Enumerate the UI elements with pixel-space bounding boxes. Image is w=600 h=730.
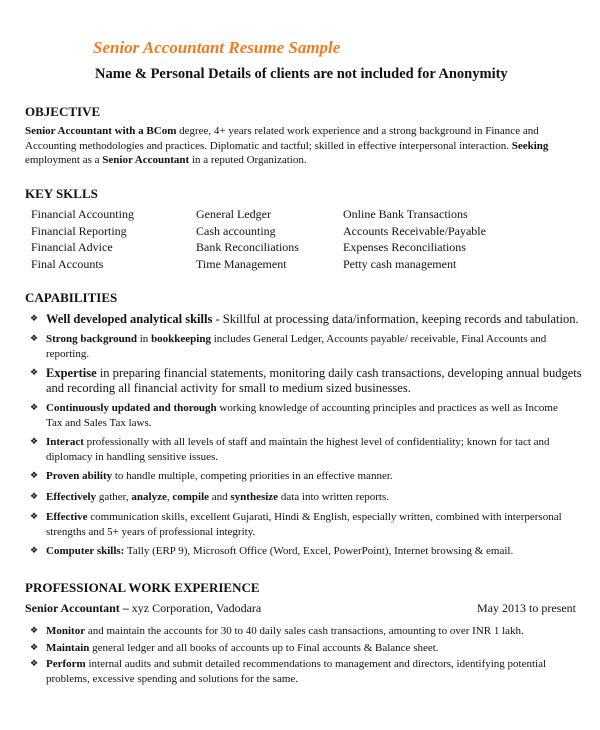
- bullet-icon: ❖: [30, 491, 39, 502]
- bullet-icon: ❖: [30, 659, 39, 669]
- bullet-icon: ❖: [30, 437, 39, 447]
- skill-item: Financial Accounting: [31, 207, 134, 221]
- objective-l2-text: Accounting methodologies and practices. Diplomatic and tactful; skilled in effective interpersonal interaction.: [25, 139, 512, 152]
- objective-l1-text: degree, 4+ years related work experience and a strong background in Finance and: [176, 125, 539, 137]
- skill-item: Accounts Receivable/Payable: [343, 223, 486, 238]
- list-item: ❖ Expertise in preparing financial statements, monitoring daily cash transactions, developing annual budgets and recording all financial activity for small to medium sized businesses.: [30, 366, 582, 395]
- skill-item: Time Management: [196, 256, 287, 271]
- experience-list: [30, 624, 575, 686]
- skill-item: Expenses Reconciliations: [343, 240, 466, 254]
- skills-column-2: [196, 206, 299, 272]
- objective-l3-text: employment as a: [25, 154, 103, 166]
- objective-paragraph: [25, 124, 570, 168]
- skills-column-1: [31, 206, 134, 272]
- list-item: ❖ Computer skills: Tally (ERP 9), Microsoft Office (Word, Excel, PowerPoint), Internet browsing & email.: [30, 545, 514, 557]
- capabilities-list: [30, 312, 582, 559]
- skills-column-3: [343, 206, 486, 272]
- list-item: ❖ Interact professionally with all levels of staff and maintain the highest level of confidentiality; known for tact and diplomacy in handling sensitive issues.: [30, 436, 550, 463]
- document-subtitle: Name & Personal Details of clients are not included for Anonymity: [95, 66, 508, 82]
- bullet-icon: ❖: [30, 314, 39, 324]
- objective-l1-bold: Senior Accountant with a BCom: [25, 125, 177, 137]
- bullet-icon: ❖: [30, 403, 39, 413]
- experience-role: Senior Accountant – xyz Corporation, Vadodara: [25, 601, 262, 615]
- list-item: ❖ Strong background in bookkeeping includes General Ledger, Accounts payable/ receivable, Final Accounts and reporting.: [30, 333, 547, 360]
- bullet-icon: ❖: [30, 334, 39, 344]
- skill-item: Final Accounts: [31, 256, 104, 271]
- list-item: ❖ Maintain general ledger and all books of accounts up to Final accounts & Balance sheet.: [30, 641, 439, 654]
- capabilities-heading: CAPABILITIES: [25, 290, 118, 305]
- experience-heading: PROFESSIONAL WORK EXPERIENCE: [25, 580, 260, 595]
- bullet-icon: ❖: [30, 546, 39, 556]
- bullet-icon: ❖: [30, 512, 39, 522]
- objective-l3-text2: in a reputed Organization.: [189, 154, 307, 166]
- document-title: Senior Accountant Resume Sample: [93, 38, 341, 57]
- bullet-icon: ❖: [30, 626, 39, 636]
- list-item: ❖ Perform internal audits and submit detailed recommendations to management and directors, identifying potential problems, excessive spending and solutions for the same.: [30, 658, 547, 685]
- skill-item: Financial Reporting: [31, 223, 127, 238]
- experience-dates: May 2013 to present: [477, 601, 576, 615]
- objective-l2-bold: Seeking: [511, 139, 549, 152]
- list-item: ❖ Monitor and maintain the accounts for 30 to 40 daily sales cash transactions, amounting to over INR 1 lakh.: [30, 625, 524, 637]
- list-item: ❖ Effectively gather, analyze, compile and synthesize data into written reports.: [30, 490, 389, 503]
- bullet-icon: ❖: [30, 471, 39, 481]
- skill-item: General Ledger: [196, 207, 271, 221]
- skill-item: Bank Reconciliations: [196, 240, 299, 254]
- list-item: ❖ Effective communication skills, excellent Gujarati, Hindi & English, especially written, combined with interpersonal strengths and 5+ years of professional integrity.: [30, 511, 562, 538]
- skill-item: Cash accounting: [196, 223, 276, 238]
- skills-heading: KEY SKLLS: [25, 186, 98, 201]
- bullet-icon: ❖: [30, 642, 39, 653]
- objective-l3-bold: Senior Accountant: [102, 154, 190, 166]
- list-item: ❖ Proven ability to handle multiple, competing priorities in an effective manner.: [30, 470, 393, 482]
- list-item: ❖ Well developed analytical skills - Skillful at processing data/information, keeping records and tabulation.: [30, 312, 579, 326]
- objective-heading: OBJECTIVE: [25, 104, 101, 119]
- skill-item: Online Bank Transactions: [343, 207, 468, 221]
- list-item: ❖ Continuously updated and thorough working knowledge of accounting principles and practices as well as Income Tax and Sales Tax laws.: [30, 402, 558, 429]
- bullet-icon: ❖: [30, 368, 39, 378]
- skill-item: Financial Advice: [31, 240, 113, 254]
- skill-item: Petty cash management: [343, 256, 457, 271]
